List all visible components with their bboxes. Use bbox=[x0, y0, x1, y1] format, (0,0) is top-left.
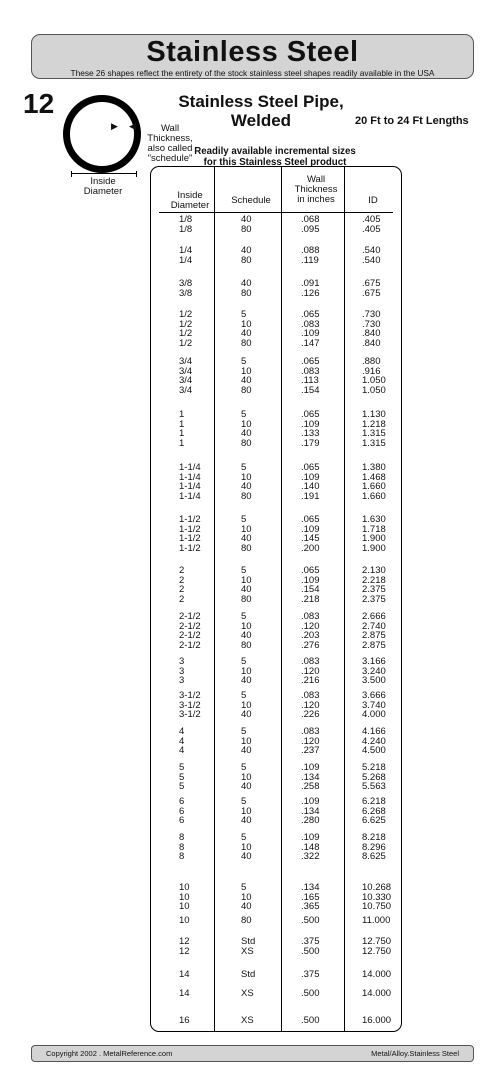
availability-note: Readily available incremental sizes for this Stainless Steel product bbox=[194, 146, 356, 168]
cell-inside-diameter: 3 bbox=[179, 656, 185, 667]
cell-schedule: 5 bbox=[241, 796, 247, 807]
cell-inside-diameter: 10 bbox=[179, 901, 190, 913]
cell-wall-thickness: .065 bbox=[301, 356, 320, 367]
cell-id: .880 bbox=[362, 356, 381, 367]
cell-id: 2.875 bbox=[362, 630, 386, 642]
cell-schedule: XS bbox=[241, 1015, 254, 1026]
cell-id: 2.666 bbox=[362, 611, 386, 622]
cell-schedule: 40 bbox=[241, 214, 252, 225]
cell-inside-diameter: 4 bbox=[179, 745, 185, 757]
cell-schedule: 5 bbox=[241, 611, 247, 622]
cell-inside-diameter: 5 bbox=[179, 781, 185, 793]
cell-id: .916 bbox=[362, 365, 381, 377]
cell-wall-thickness: .113 bbox=[301, 375, 319, 387]
cell-schedule: Std bbox=[241, 969, 256, 980]
cell-wall-thickness: .147 bbox=[301, 337, 320, 349]
title-banner bbox=[31, 34, 474, 79]
cell-inside-diameter: 2 bbox=[179, 584, 185, 596]
cell-id: 2.130 bbox=[362, 565, 386, 576]
cell-schedule: 40 bbox=[241, 815, 252, 827]
cell-wall-thickness: .365 bbox=[301, 901, 320, 913]
column-divider bbox=[214, 167, 215, 1031]
cell-inside-diameter: 12 bbox=[179, 936, 190, 947]
cell-inside-diameter: 3/4 bbox=[179, 356, 193, 367]
cell-id: 3.166 bbox=[362, 656, 386, 667]
cell-id: 2.875 bbox=[362, 639, 386, 651]
cell-id: .540 bbox=[362, 254, 381, 266]
cell-id: 10.330 bbox=[362, 891, 392, 903]
cell-schedule: 40 bbox=[241, 745, 252, 757]
cell-inside-diameter: 1-1/4 bbox=[179, 481, 201, 493]
cell-wall-thickness: .109 bbox=[301, 418, 320, 430]
cell-inside-diameter: 6 bbox=[179, 805, 185, 817]
cell-id: 4.500 bbox=[362, 745, 386, 757]
cell-wall-thickness: .134 bbox=[301, 805, 320, 817]
header-inside-diameter: Inside Diameter bbox=[170, 190, 210, 211]
cell-schedule: 10 bbox=[241, 771, 252, 783]
cell-inside-diameter: 1/2 bbox=[179, 328, 193, 340]
cell-schedule: 40 bbox=[241, 709, 252, 721]
cell-schedule: 40 bbox=[241, 328, 252, 340]
cell-schedule: 80 bbox=[241, 915, 252, 926]
cell-wall-thickness: .179 bbox=[301, 437, 320, 449]
cell-inside-diameter: 2-1/2 bbox=[179, 630, 201, 642]
cell-inside-diameter: 14 bbox=[179, 988, 190, 999]
cell-id: 4.166 bbox=[362, 726, 386, 737]
cell-inside-diameter: 8 bbox=[179, 832, 185, 843]
cell-id: 1.218 bbox=[362, 418, 386, 430]
cell-id: .730 bbox=[362, 309, 381, 320]
cell-inside-diameter: 1 bbox=[179, 428, 185, 440]
cell-id: 3.740 bbox=[362, 699, 386, 711]
cell-id: .540 bbox=[362, 245, 381, 256]
cell-id: 2.375 bbox=[362, 593, 386, 605]
cell-schedule: 10 bbox=[241, 805, 252, 817]
cell-schedule: 40 bbox=[241, 245, 252, 256]
cell-wall-thickness: .065 bbox=[301, 462, 320, 473]
cell-schedule: 40 bbox=[241, 675, 252, 687]
cell-id: 2.375 bbox=[362, 584, 386, 596]
footer-bar bbox=[31, 1045, 474, 1062]
cell-wall-thickness: .091 bbox=[301, 278, 320, 289]
cell-schedule: XS bbox=[241, 945, 254, 957]
cell-wall-thickness: .203 bbox=[301, 630, 320, 642]
cell-inside-diameter: 3 bbox=[179, 675, 185, 687]
cell-id: 10.268 bbox=[362, 882, 392, 893]
cell-wall-thickness: .218 bbox=[301, 593, 320, 605]
cell-wall-thickness: .065 bbox=[301, 309, 320, 320]
cell-wall-thickness: .375 bbox=[301, 969, 320, 980]
cell-id: .405 bbox=[362, 214, 381, 225]
cell-inside-diameter: 1/2 bbox=[179, 309, 193, 320]
cell-inside-diameter: 2-1/2 bbox=[179, 639, 201, 651]
inside-diameter-label: Inside Diameter bbox=[83, 176, 123, 197]
cell-wall-thickness: .500 bbox=[301, 915, 320, 926]
cell-id: 5.218 bbox=[362, 762, 386, 773]
cell-schedule: Std bbox=[241, 936, 256, 947]
cell-id: .730 bbox=[362, 318, 381, 330]
cell-id: 1.630 bbox=[362, 514, 386, 525]
cell-inside-diameter: 3-1/2 bbox=[179, 699, 201, 711]
cell-schedule: 80 bbox=[241, 639, 252, 651]
cell-schedule: 5 bbox=[241, 882, 247, 893]
cell-wall-thickness: .109 bbox=[301, 574, 320, 586]
cell-wall-thickness: .375 bbox=[301, 936, 320, 947]
pipe-cross-section-icon bbox=[63, 95, 141, 173]
cell-id: 1.900 bbox=[362, 542, 386, 554]
cell-wall-thickness: .109 bbox=[301, 796, 320, 807]
cell-schedule: 40 bbox=[241, 901, 252, 913]
cell-inside-diameter: 5 bbox=[179, 762, 185, 773]
cell-id: 14.000 bbox=[362, 988, 392, 999]
cell-wall-thickness: .065 bbox=[301, 409, 320, 420]
cell-schedule: 5 bbox=[241, 762, 247, 773]
cell-wall-thickness: .083 bbox=[301, 726, 320, 737]
cell-inside-diameter: 1 bbox=[179, 418, 185, 430]
cell-wall-thickness: .276 bbox=[301, 639, 320, 651]
cell-wall-thickness: .120 bbox=[301, 699, 320, 711]
arrow-right-icon: ▶ bbox=[111, 121, 118, 131]
cell-schedule: 80 bbox=[241, 223, 252, 235]
cell-schedule: XS bbox=[241, 988, 254, 999]
cell-id: 3.666 bbox=[362, 690, 386, 701]
cell-inside-diameter: 1-1/4 bbox=[179, 471, 201, 483]
cell-schedule: 10 bbox=[241, 841, 252, 853]
cell-wall-thickness: .165 bbox=[301, 891, 320, 903]
cell-id: 11.000 bbox=[362, 915, 391, 926]
cell-schedule: 5 bbox=[241, 309, 247, 320]
cell-id: 5.563 bbox=[362, 781, 386, 793]
cell-wall-thickness: .068 bbox=[301, 214, 320, 225]
cell-inside-diameter: 3/4 bbox=[179, 375, 193, 387]
cell-wall-thickness: .191 bbox=[301, 490, 320, 502]
cell-schedule: 40 bbox=[241, 428, 252, 440]
cell-inside-diameter: 2-1/2 bbox=[179, 611, 201, 622]
cell-schedule: 5 bbox=[241, 690, 247, 701]
pipe-size-table bbox=[150, 166, 402, 1032]
cell-schedule: 10 bbox=[241, 620, 252, 632]
cell-inside-diameter: 3/4 bbox=[179, 384, 193, 396]
cell-wall-thickness: .148 bbox=[301, 841, 320, 853]
cell-inside-diameter: 1/8 bbox=[179, 214, 193, 225]
cell-inside-diameter: 1 bbox=[179, 409, 185, 420]
cell-id: 1.660 bbox=[362, 490, 386, 502]
cell-schedule: 40 bbox=[241, 851, 252, 863]
column-divider bbox=[281, 167, 282, 1031]
cell-id: 8.296 bbox=[362, 841, 386, 853]
cell-inside-diameter: 1-1/2 bbox=[179, 542, 201, 554]
cell-wall-thickness: .083 bbox=[301, 318, 320, 330]
cell-id: 1.130 bbox=[362, 409, 386, 420]
cell-inside-diameter: 3 bbox=[179, 665, 185, 677]
cell-inside-diameter: 3-1/2 bbox=[179, 690, 201, 701]
cell-schedule: 5 bbox=[241, 832, 247, 843]
cell-inside-diameter: 8 bbox=[179, 851, 185, 863]
cell-wall-thickness: .200 bbox=[301, 542, 320, 554]
cell-inside-diameter: 3/8 bbox=[179, 287, 193, 299]
cell-wall-thickness: .109 bbox=[301, 523, 320, 535]
shape-number: 12 bbox=[23, 88, 55, 119]
cell-id: 12.750 bbox=[362, 936, 392, 947]
cell-inside-diameter: 8 bbox=[179, 841, 185, 853]
arrow-left-icon: ◀ bbox=[129, 121, 136, 131]
copyright-text: Copyright 2002 . MetalReference.com bbox=[46, 1049, 173, 1058]
cell-schedule: 10 bbox=[241, 891, 252, 903]
cell-id: .675 bbox=[362, 287, 381, 299]
cell-schedule: 10 bbox=[241, 318, 252, 330]
cell-id: 4.240 bbox=[362, 735, 386, 747]
cell-schedule: 80 bbox=[241, 490, 252, 502]
cell-id: 1.050 bbox=[362, 375, 386, 387]
cell-wall-thickness: .126 bbox=[301, 287, 320, 299]
cell-schedule: 5 bbox=[241, 356, 247, 367]
cell-schedule: 40 bbox=[241, 533, 252, 545]
cell-wall-thickness: .154 bbox=[301, 584, 320, 596]
cell-schedule: 5 bbox=[241, 462, 247, 473]
cell-wall-thickness: .133 bbox=[301, 428, 320, 440]
cell-wall-thickness: .120 bbox=[301, 735, 320, 747]
cell-wall-thickness: .120 bbox=[301, 620, 320, 632]
cell-inside-diameter: 1/4 bbox=[179, 254, 193, 266]
cell-inside-diameter: 2 bbox=[179, 565, 185, 576]
cell-wall-thickness: .095 bbox=[301, 223, 320, 235]
cell-wall-thickness: .500 bbox=[301, 1015, 320, 1026]
cell-wall-thickness: .500 bbox=[301, 945, 320, 957]
cell-inside-diameter: 6 bbox=[179, 815, 185, 827]
cell-schedule: 10 bbox=[241, 365, 252, 377]
cell-wall-thickness: .119 bbox=[301, 254, 319, 266]
cell-id: 6.218 bbox=[362, 796, 386, 807]
cell-wall-thickness: .083 bbox=[301, 690, 320, 701]
cell-id: 6.268 bbox=[362, 805, 386, 817]
cell-inside-diameter: 6 bbox=[179, 796, 185, 807]
cell-schedule: 80 bbox=[241, 593, 252, 605]
cell-schedule: 40 bbox=[241, 375, 252, 387]
column-divider bbox=[344, 167, 345, 1031]
cell-id: 14.000 bbox=[362, 969, 392, 980]
header-rule bbox=[159, 212, 393, 213]
cell-schedule: 5 bbox=[241, 409, 247, 420]
cell-inside-diameter: 2 bbox=[179, 593, 185, 605]
cell-wall-thickness: .109 bbox=[301, 471, 320, 483]
cell-id: 1.900 bbox=[362, 533, 386, 545]
cell-id: 1.380 bbox=[362, 462, 386, 473]
cell-schedule: 10 bbox=[241, 699, 252, 711]
cell-id: 8.625 bbox=[362, 851, 386, 863]
cell-wall-thickness: .120 bbox=[301, 665, 320, 677]
cell-wall-thickness: .065 bbox=[301, 565, 320, 576]
cell-id: 5.268 bbox=[362, 771, 386, 783]
cell-id: 4.000 bbox=[362, 709, 386, 721]
cell-id: 2.218 bbox=[362, 574, 386, 586]
cell-schedule: 10 bbox=[241, 418, 252, 430]
header-wall-thickness: Wall Thickness in inches bbox=[294, 174, 338, 205]
cell-inside-diameter: 1/8 bbox=[179, 223, 193, 235]
cell-inside-diameter: 12 bbox=[179, 945, 190, 957]
cell-id: 1.315 bbox=[362, 437, 386, 449]
cell-id: 1.050 bbox=[362, 384, 386, 396]
page-subtitle: These 26 shapes reflect the entirety of the stock stainless steel shapes readily available in the USA bbox=[70, 68, 435, 78]
cell-id: 16.000 bbox=[362, 1015, 392, 1026]
cell-wall-thickness: .088 bbox=[301, 245, 320, 256]
cell-wall-thickness: .258 bbox=[301, 781, 320, 793]
cell-wall-thickness: .083 bbox=[301, 656, 320, 667]
cell-wall-thickness: .083 bbox=[301, 611, 320, 622]
cell-schedule: 40 bbox=[241, 278, 252, 289]
cell-wall-thickness: .226 bbox=[301, 709, 320, 721]
cell-schedule: 80 bbox=[241, 437, 252, 449]
cell-schedule: 10 bbox=[241, 574, 252, 586]
page-title: Stainless Steel bbox=[146, 36, 359, 68]
cell-wall-thickness: .065 bbox=[301, 514, 320, 525]
cell-inside-diameter: 2-1/2 bbox=[179, 620, 201, 632]
cell-inside-diameter: 1-1/4 bbox=[179, 490, 201, 502]
cell-inside-diameter: 3/4 bbox=[179, 365, 193, 377]
cell-id: 8.218 bbox=[362, 832, 386, 843]
cell-schedule: 80 bbox=[241, 542, 252, 554]
cell-id: 1.660 bbox=[362, 481, 386, 493]
cell-inside-diameter: 4 bbox=[179, 735, 185, 747]
cell-inside-diameter: 1/4 bbox=[179, 245, 193, 256]
cell-schedule: 80 bbox=[241, 337, 252, 349]
cell-schedule: 80 bbox=[241, 287, 252, 299]
product-title: Stainless Steel Pipe, Welded bbox=[178, 92, 344, 130]
cell-wall-thickness: .083 bbox=[301, 365, 320, 377]
cell-wall-thickness: .109 bbox=[301, 328, 320, 340]
cell-id: .405 bbox=[362, 223, 381, 235]
cell-inside-diameter: 1/2 bbox=[179, 318, 193, 330]
cell-schedule: 10 bbox=[241, 523, 252, 535]
cell-inside-diameter: 1-1/2 bbox=[179, 533, 201, 545]
cell-id: 6.625 bbox=[362, 815, 386, 827]
header-id: ID bbox=[368, 195, 378, 206]
cell-id: 3.240 bbox=[362, 665, 386, 677]
cell-wall-thickness: .280 bbox=[301, 815, 320, 827]
cell-schedule: 40 bbox=[241, 630, 252, 642]
cell-wall-thickness: .140 bbox=[301, 481, 320, 493]
cell-schedule: 40 bbox=[241, 781, 252, 793]
cell-wall-thickness: .237 bbox=[301, 745, 320, 757]
cell-inside-diameter: 2 bbox=[179, 574, 185, 586]
cell-inside-diameter: 10 bbox=[179, 891, 190, 903]
cell-schedule: 40 bbox=[241, 481, 252, 493]
cell-wall-thickness: .145 bbox=[301, 533, 320, 545]
cell-schedule: 80 bbox=[241, 254, 252, 266]
cell-id: 12.750 bbox=[362, 945, 392, 957]
cell-inside-diameter: 14 bbox=[179, 969, 190, 980]
cell-wall-thickness: .109 bbox=[301, 832, 320, 843]
cell-schedule: 10 bbox=[241, 735, 252, 747]
cell-inside-diameter: 5 bbox=[179, 771, 185, 783]
cell-inside-diameter: 3/8 bbox=[179, 278, 193, 289]
cell-wall-thickness: .322 bbox=[301, 851, 320, 863]
cell-id: 2.740 bbox=[362, 620, 386, 632]
cell-id: 1.468 bbox=[362, 471, 386, 483]
cell-schedule: 10 bbox=[241, 471, 252, 483]
cell-schedule: 5 bbox=[241, 514, 247, 525]
cell-id: 3.500 bbox=[362, 675, 386, 687]
cell-schedule: 80 bbox=[241, 384, 252, 396]
cell-id: .675 bbox=[362, 278, 381, 289]
cell-id: 10.750 bbox=[362, 901, 392, 913]
cell-inside-diameter: 1/2 bbox=[179, 337, 193, 349]
cell-wall-thickness: .134 bbox=[301, 771, 320, 783]
cell-schedule: 5 bbox=[241, 656, 247, 667]
cell-inside-diameter: 10 bbox=[179, 882, 190, 893]
cell-inside-diameter: 1-1/2 bbox=[179, 523, 201, 535]
wall-thickness-label: Wall Thickness, also called "schedule" bbox=[147, 123, 193, 164]
cell-wall-thickness: .109 bbox=[301, 762, 320, 773]
cell-inside-diameter: 1-1/4 bbox=[179, 462, 201, 473]
cell-wall-thickness: .216 bbox=[301, 675, 320, 687]
cell-wall-thickness: .134 bbox=[301, 882, 320, 893]
cell-schedule: 10 bbox=[241, 665, 252, 677]
cell-inside-diameter: 16 bbox=[179, 1015, 190, 1026]
cell-id: .840 bbox=[362, 328, 381, 340]
cell-inside-diameter: 1-1/2 bbox=[179, 514, 201, 525]
cell-schedule: 5 bbox=[241, 565, 247, 576]
cell-id: 1.315 bbox=[362, 428, 386, 440]
cell-schedule: 40 bbox=[241, 584, 252, 596]
cell-inside-diameter: 4 bbox=[179, 726, 185, 737]
cell-wall-thickness: .154 bbox=[301, 384, 320, 396]
header-schedule: Schedule bbox=[231, 195, 271, 206]
cell-id: .840 bbox=[362, 337, 381, 349]
cell-schedule: 5 bbox=[241, 726, 247, 737]
cell-wall-thickness: .500 bbox=[301, 988, 320, 999]
cell-id: 1.718 bbox=[362, 523, 386, 535]
category-path: Metal/Alloy.Stainless Steel bbox=[371, 1049, 459, 1058]
cell-inside-diameter: 10 bbox=[179, 915, 190, 926]
lengths-label: 20 Ft to 24 Ft Lengths bbox=[355, 115, 469, 127]
cell-inside-diameter: 3-1/2 bbox=[179, 709, 201, 721]
cell-inside-diameter: 1 bbox=[179, 437, 185, 449]
